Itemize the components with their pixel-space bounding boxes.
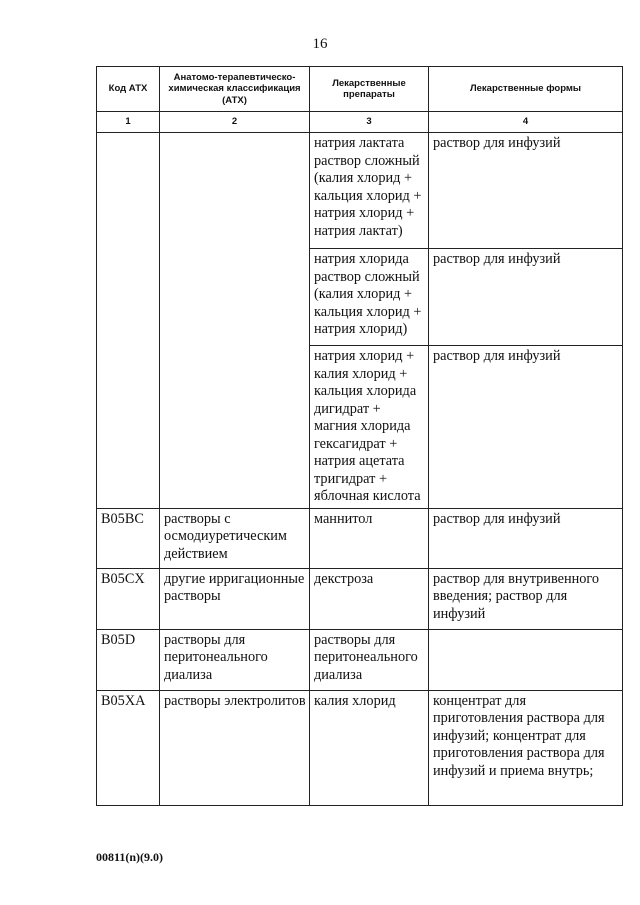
code-cell: B05XA xyxy=(97,690,160,805)
header-atx-code: Код АТХ xyxy=(97,67,160,112)
form-cell: концентрат для приготовления раствора для инфузий; концентрат для приготовления раствора для инфузий и приема внутрь; xyxy=(429,690,623,805)
table-row xyxy=(97,508,623,568)
code-cell: B05D xyxy=(97,629,160,690)
header-atx-classification: Анатомо-терапевтическо-химическая классификация (АТХ) xyxy=(160,67,310,112)
form-cell: раствор для инфузий xyxy=(429,249,623,346)
drug-cell: декстроза xyxy=(310,568,429,629)
drug-cell: натрия хлорида раствор сложный (калия хлорид + кальция хлорид + натрия хлорид) xyxy=(310,249,429,346)
column-number: 2 xyxy=(160,112,310,133)
code-cell: B05CX xyxy=(97,568,160,629)
table-row xyxy=(97,690,623,805)
column-number: 3 xyxy=(310,112,429,133)
table-row xyxy=(97,629,623,690)
drug-cell: растворы для перитонеального диализа xyxy=(310,629,429,690)
code-cell xyxy=(97,133,160,509)
atx-classification-table xyxy=(96,66,623,806)
column-number: 1 xyxy=(97,112,160,133)
classification-cell: другие ирригационные растворы xyxy=(160,568,310,629)
form-cell: раствор для инфузий xyxy=(429,133,623,249)
form-cell: раствор для инфузий xyxy=(429,508,623,568)
drug-cell: маннитол xyxy=(310,508,429,568)
form-cell xyxy=(429,629,623,690)
drug-cell: калия хлорид xyxy=(310,690,429,805)
classification-cell: растворы для перитонеального диализа xyxy=(160,629,310,690)
table-row xyxy=(97,568,623,629)
header-dosage-forms: Лекарственные формы xyxy=(429,67,623,112)
header-drugs: Лекарственные препараты xyxy=(310,67,429,112)
table-row xyxy=(97,133,623,249)
form-cell: раствор для внутривенного введения; раствор для инфузий xyxy=(429,568,623,629)
code-cell: B05BC xyxy=(97,508,160,568)
table-header-row xyxy=(97,67,623,112)
column-number-row xyxy=(97,112,623,133)
document-code: 00811(n)(9.0) xyxy=(96,850,163,864)
classification-cell: растворы с осмодиуретическим действием xyxy=(160,508,310,568)
classification-cell xyxy=(160,133,310,509)
drug-cell: натрия хлорид + калия хлорид + кальция хлорида дигидрат + магния хлорида гексагидрат + натрия ацетата тригидрат + яблочная кислота xyxy=(310,346,429,509)
form-cell: раствор для инфузий xyxy=(429,346,623,509)
classification-cell: растворы электролитов xyxy=(160,690,310,805)
page-number: 16 xyxy=(312,36,328,52)
drug-cell: натрия лактата раствор сложный (калия хлорид + кальция хлорид + натрия хлорид + натрия лактат) xyxy=(310,133,429,249)
column-number: 4 xyxy=(429,112,623,133)
